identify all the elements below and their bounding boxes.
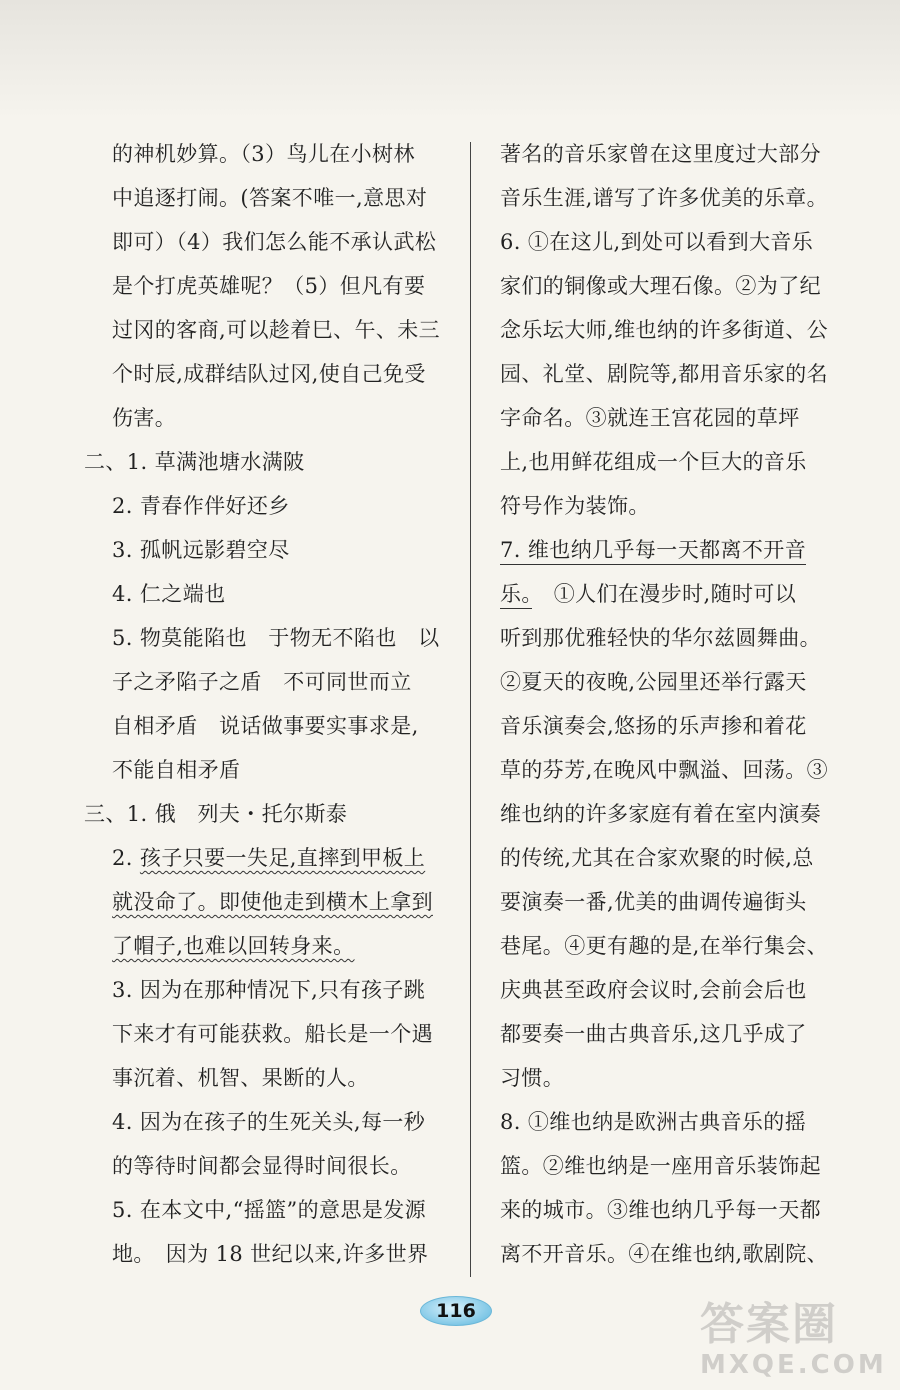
text-line bbox=[500, 1012, 842, 1056]
text-line bbox=[500, 616, 842, 660]
left-answer-column bbox=[84, 132, 456, 1276]
text-segment: 要演奏一番,优美的曲调传遍街头 bbox=[500, 890, 807, 914]
right-answer-column bbox=[500, 132, 842, 1276]
text-segment: 的等待时间都会显得时间很长。 bbox=[112, 1154, 412, 1178]
text-segment: 4. 仁之端也 bbox=[112, 582, 226, 606]
text-line bbox=[500, 176, 842, 220]
text-segment: 字命名。③就连王宫花园的草坪 bbox=[500, 406, 800, 430]
text-line bbox=[84, 792, 456, 836]
underlined-text: 孩子只要一失足,直摔到甲板上 bbox=[139, 846, 426, 870]
text-line bbox=[500, 968, 842, 1012]
text-line bbox=[84, 968, 456, 1012]
text-line bbox=[84, 1188, 456, 1232]
text-line bbox=[500, 572, 842, 616]
text-line bbox=[84, 1056, 456, 1100]
text-segment: 园、礼堂、剧院等,都用音乐家的名 bbox=[500, 362, 829, 386]
text-segment: 个时辰,成群结队过冈,使自己免受 bbox=[112, 362, 426, 386]
text-line bbox=[500, 528, 842, 572]
text-segment: 伤害。 bbox=[112, 406, 177, 430]
text-line bbox=[500, 836, 842, 880]
text-line bbox=[500, 484, 842, 528]
text-segment: 符号作为装饰。 bbox=[500, 494, 650, 518]
watermark-url: MXQE.COM bbox=[700, 1350, 887, 1380]
text-segment: 念乐坛大师,维也纳的许多街道、公 bbox=[500, 318, 829, 342]
text-segment: 3. 因为在那种情况下,只有孩子跳 bbox=[112, 978, 426, 1002]
text-segment: 2. bbox=[112, 846, 140, 870]
text-line bbox=[84, 1012, 456, 1056]
text-line bbox=[84, 704, 456, 748]
text-line bbox=[84, 924, 456, 968]
text-line bbox=[500, 792, 842, 836]
column-divider bbox=[470, 142, 471, 1277]
text-line bbox=[84, 616, 456, 660]
underlined-text: 了帽子,也难以回转身来。 bbox=[112, 934, 355, 958]
text-segment: 都要奏一曲古典音乐,这几乎成了 bbox=[500, 1022, 807, 1046]
site-watermark bbox=[700, 1300, 900, 1385]
text-line bbox=[84, 572, 456, 616]
text-segment: 音乐演奏会,悠扬的乐声掺和着花 bbox=[500, 714, 807, 738]
text-segment: 不能自相矛盾 bbox=[112, 758, 241, 782]
text-segment: 过冈的客商,可以趁着巳、午、未三 bbox=[112, 318, 441, 342]
text-segment: ②夏天的夜晚,公园里还举行露天 bbox=[500, 670, 807, 694]
text-line bbox=[500, 440, 842, 484]
text-line bbox=[84, 836, 456, 880]
text-segment: 家们的铜像或大理石像。②为了纪 bbox=[500, 274, 821, 298]
text-segment: 维也纳的许多家庭有着在室内演奏 bbox=[500, 802, 821, 826]
text-line bbox=[500, 352, 842, 396]
text-segment: 子之矛陷子之盾 不可同世而立 bbox=[112, 670, 412, 694]
text-segment: 6. ①在这儿,到处可以看到大音乐 bbox=[500, 230, 814, 254]
text-line bbox=[84, 132, 456, 176]
text-line bbox=[500, 1188, 842, 1232]
text-line bbox=[500, 704, 842, 748]
text-segment: 地。 因为 18 世纪以来,许多世界 bbox=[112, 1242, 429, 1266]
text-line bbox=[500, 132, 842, 176]
underlined-text: 7. 维也纳几乎每一天都离不开音 bbox=[500, 538, 806, 565]
text-segment: 4. 因为在孩子的生死关头,每一秒 bbox=[112, 1110, 426, 1134]
text-segment: 习惯。 bbox=[500, 1066, 565, 1090]
text-line bbox=[84, 1144, 456, 1188]
text-line bbox=[84, 352, 456, 396]
text-segment: 上,也用鲜花组成一个巨大的音乐 bbox=[500, 450, 807, 474]
text-line bbox=[500, 220, 842, 264]
text-segment: 来的城市。③维也纳几乎每一天都 bbox=[500, 1198, 821, 1222]
text-segment: 三、1. 俄 列夫・托尔斯泰 bbox=[84, 802, 348, 826]
text-line bbox=[84, 264, 456, 308]
text-segment: 自相矛盾 说话做事要实事求是, bbox=[112, 714, 419, 738]
underlined-text: 乐。 bbox=[500, 582, 532, 609]
text-line bbox=[500, 1144, 842, 1188]
text-segment: 即可）（4）我们怎么能不承认武松 bbox=[112, 230, 437, 254]
text-line bbox=[500, 748, 842, 792]
text-line bbox=[84, 440, 456, 484]
text-segment: 二、1. 草满池塘水满陂 bbox=[84, 450, 305, 474]
text-segment: 是个打虎英雄呢？（5）但凡有要 bbox=[112, 274, 426, 298]
text-segment: 5. 在本文中,“摇篮”的意思是发源 bbox=[112, 1198, 427, 1222]
text-line bbox=[84, 1100, 456, 1144]
text-segment: 的传统,尤其在合家欢聚的时候,总 bbox=[500, 846, 814, 870]
text-line bbox=[500, 1232, 842, 1276]
text-line bbox=[500, 264, 842, 308]
text-segment: 听到那优雅轻快的华尔兹圆舞曲。 bbox=[500, 626, 821, 650]
text-segment: 事沉着、机智、果断的人。 bbox=[112, 1066, 369, 1090]
text-line bbox=[84, 308, 456, 352]
text-line bbox=[500, 924, 842, 968]
text-line bbox=[500, 880, 842, 924]
text-segment: 著名的音乐家曾在这里度过大部分 bbox=[500, 142, 821, 166]
text-line bbox=[84, 1232, 456, 1276]
text-line bbox=[500, 1056, 842, 1100]
text-segment: 巷尾。④更有趣的是,在举行集会、 bbox=[500, 934, 829, 958]
page-top-shadow bbox=[0, 0, 900, 120]
text-line bbox=[84, 880, 456, 924]
watermark-logo-text: 答案圈 bbox=[700, 1299, 838, 1350]
text-line bbox=[84, 220, 456, 264]
text-segment: 草的芬芳,在晚风中飘溢、回荡。③ bbox=[500, 758, 829, 782]
text-line bbox=[84, 748, 456, 792]
text-line bbox=[84, 176, 456, 220]
text-segment: 篮。②维也纳是一座用音乐装饰起 bbox=[500, 1154, 821, 1178]
text-line bbox=[84, 396, 456, 440]
text-segment: 下来才有可能获救。船长是一个遇 bbox=[112, 1022, 433, 1046]
text-line bbox=[500, 1100, 842, 1144]
text-line bbox=[500, 396, 842, 440]
text-line bbox=[500, 308, 842, 352]
text-segment: 庆典甚至政府会议时,会前会后也 bbox=[500, 978, 807, 1002]
text-segment: 2. 青春作伴好还乡 bbox=[112, 494, 290, 518]
page-number-badge: 116 bbox=[420, 1296, 492, 1326]
text-segment: 5. 物莫能陷也 于物无不陷也 以 bbox=[112, 626, 440, 650]
text-line bbox=[84, 528, 456, 572]
text-segment: 离不开音乐。④在维也纳,歌剧院、 bbox=[500, 1242, 829, 1266]
text-segment: ①人们在漫步时,随时可以 bbox=[532, 582, 797, 606]
text-segment: 3. 孤帆远影碧空尽 bbox=[112, 538, 290, 562]
text-segment: 中追逐打闹。(答案不唯一,意思对 bbox=[112, 186, 428, 210]
text-segment: 音乐生涯,谱写了许多优美的乐章。 bbox=[500, 186, 829, 210]
underlined-text: 就没命了。即使他走到横木上拿到 bbox=[112, 890, 433, 914]
text-line bbox=[84, 660, 456, 704]
text-line bbox=[500, 660, 842, 704]
text-segment: 的神机妙算。（3）鸟儿在小树林 bbox=[112, 142, 415, 166]
text-segment: 8. ①维也纳是欧洲古典音乐的摇 bbox=[500, 1110, 807, 1134]
text-line bbox=[84, 484, 456, 528]
